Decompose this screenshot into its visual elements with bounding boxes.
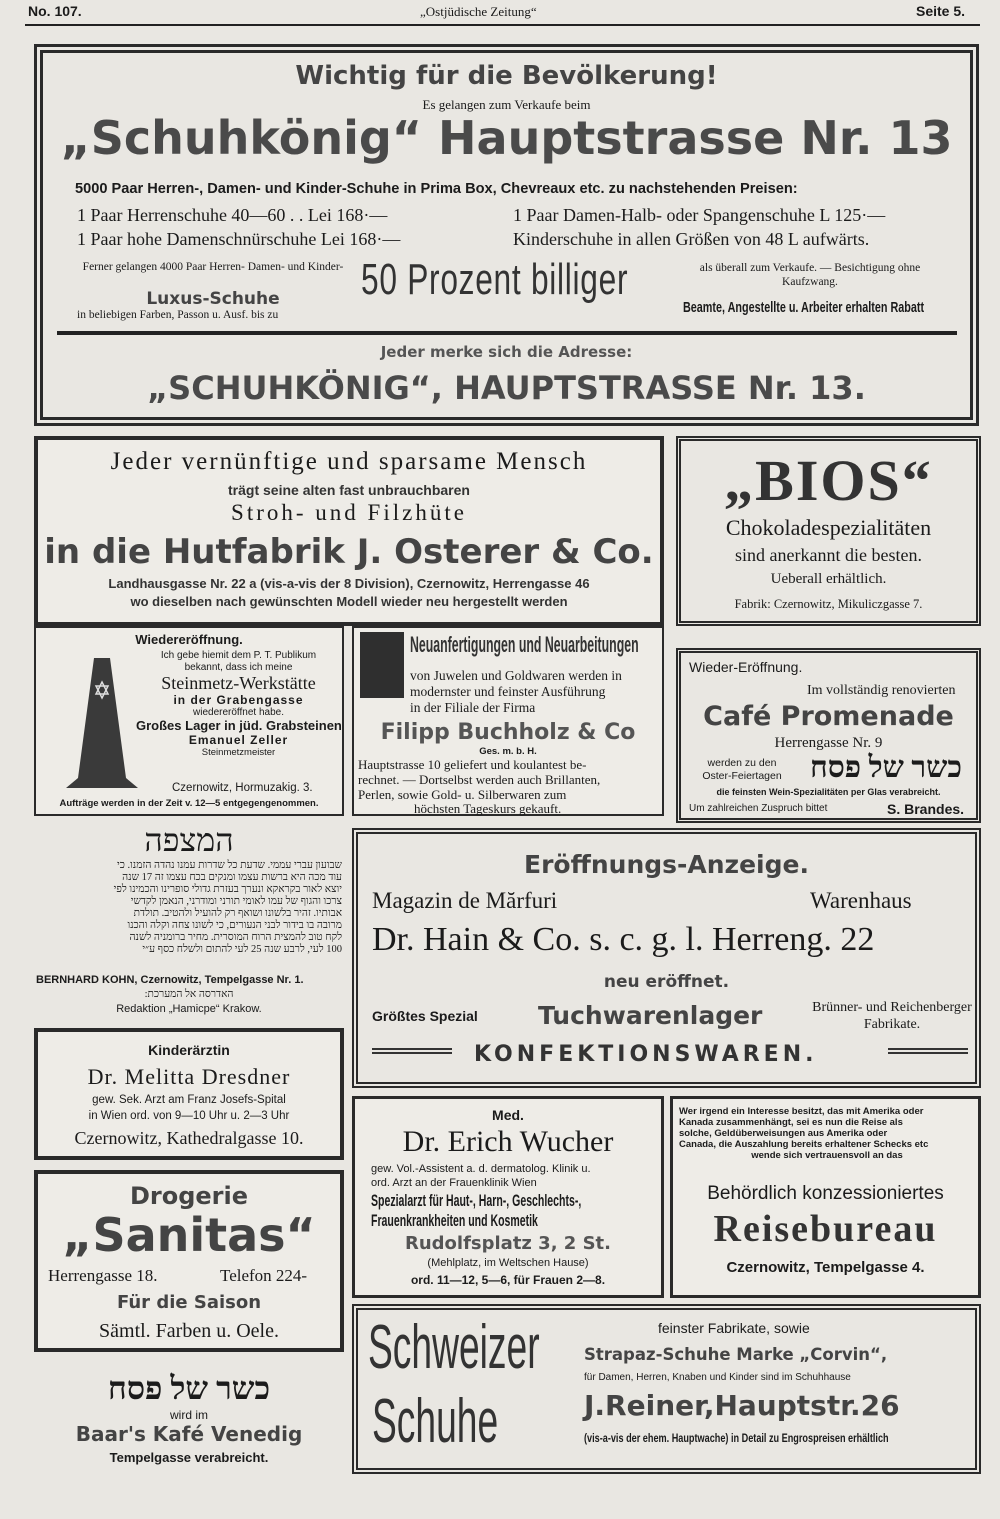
schuhkoenig-merke: Jeder merke sich die Adresse:: [380, 343, 633, 361]
hamizpe-line-3: יוצא לאור בקראקא ונערך בעזרת גדולי סופרינו והכמינו לפי: [113, 884, 342, 896]
buchholz-line-3: in der Filiale der Firma: [410, 700, 536, 715]
osterer-line-1: Jeder vernünftige und sparsame Mensch: [110, 448, 588, 475]
reiner-line-3: für Damen, Herren, Knaben und Kinder sind im Schuhhause: [584, 1372, 851, 1383]
bios-line-4: Fabrik: Czernowitz, Mikuliczgasse 7.: [734, 597, 923, 611]
wucher-line-5: Rudolfsplatz 3, 2 St.: [404, 1233, 611, 1254]
zeller-title: Wiedereröffnung.: [135, 632, 243, 647]
hain-name: Dr. Hain & Co. s. c. g. l. Herreng. 22: [372, 921, 875, 958]
zeller-line-8: Steinmetzmeister: [201, 746, 276, 758]
schuhkoenig-ueberall: als überall zum Verkaufe. — Besichtigung ohne Kaufzwang.: [699, 262, 921, 289]
hain-konf: KONFEKTIONSWAREN.: [474, 1042, 818, 1067]
hamizpe-line-11: Redaktion „Hamicpe“ Krakow.: [116, 1003, 262, 1015]
buchholz-initial: [360, 632, 404, 698]
schuhkoenig-colors: in beliebigen Farben, Passon u. Ausf. bis zu: [77, 309, 279, 321]
zeller-ad: [34, 626, 344, 816]
sanitas-saison: Für die Saison: [116, 1292, 262, 1313]
hain-title: Eröffnungs-Anzeige.: [524, 850, 809, 879]
buchholz-line-6: Perlen, sowie Gold- u. Silberwaren zum: [358, 787, 567, 802]
dresdner-ad: [34, 1028, 344, 1160]
schuhkoenig-divider: [57, 331, 957, 335]
hamizpe-line-7: לקח טוב להמצית הרוח המוסרית. מחיר ברומניה לשנה: [129, 932, 342, 944]
zeller-line-10: Aufträge werden in der Zeit v. 12—5 entgegengenommen.: [59, 798, 319, 809]
buchholz-line-2: modernster und feinster Ausführung: [410, 684, 606, 699]
promenade-line-4: die feinsten Wein-Spezialitäten per Glas verabreicht.: [716, 787, 941, 797]
promenade-line-1: Im vollständig renovierten: [807, 683, 956, 698]
osterer-line-2: trägt seine alten fast unbrauchbaren: [228, 482, 470, 498]
hamizpe-line-2: עוד מכה היא ברשות עצמו ומנקים בכח עצמו זה 17 שנה: [122, 872, 342, 884]
hain-line-left: Magazin de Mărfuri: [372, 888, 558, 913]
hamizpe-title: המצפה: [144, 822, 234, 858]
buchholz-name: Filipp Buchholz & Co: [380, 720, 636, 745]
hamizpe-line-4: צרכו והגוף של עמו לאומי תורני ומודרני, הנאמן לקדשי: [130, 896, 342, 908]
sanitas-title: Drogerie: [129, 1182, 249, 1210]
hamizpe-line-8: 100 לעי, לרבע שנה 25 לעי להתום ולשלח כסף ע״י: [142, 944, 342, 956]
zeller-line-2: bekannt, dass ich meine: [184, 661, 293, 673]
wucher-line-2: ord. Arzt an der Frauenklinik Wien: [371, 1177, 537, 1189]
reiner-name: J.Reiner,Hauptstr.26: [584, 1389, 900, 1422]
osterer-line-4: in die Hutfabrik J. Osterer & Co.: [44, 532, 654, 572]
buchholz-ad: [352, 626, 664, 816]
dresdner-line-2: in Wien ord. von 9—10 Uhr u. 2—3 Uhr: [88, 1110, 290, 1122]
schuhkoenig-intro: Es gelangen zum Verkaufe beim: [422, 97, 591, 112]
sanitas-name: „Sanitas“: [62, 1208, 316, 1262]
newspaper-title: „Ostjüdische Zeitung“: [420, 4, 537, 19]
schuhkoenig-name: „Schuhkönig“ Hauptstrasse Nr. 13: [60, 111, 953, 165]
sanitas-wird: wird im: [170, 1408, 208, 1422]
reiner-ad: [352, 1304, 981, 1474]
zeller-line-5: wiedereröffnet habe.: [193, 707, 284, 719]
reiner-line-4: (vis-a-vis der ehem. Hauptwache) in Detail zu Engrospreisen erhältlich: [584, 1431, 889, 1445]
sanitas-colors: Sämtl. Farben u. Oele.: [99, 1320, 279, 1342]
osterer-line-6: wo dieselben nach gewünschten Modell wieder neu hergestellt werden: [130, 594, 568, 609]
hain-opened: neu eröffnet.: [603, 972, 730, 992]
reisebureau-line-1: Wer irgend ein Interesse besitzt, das mit Amerika oder: [679, 1106, 924, 1117]
wucher-ad: [352, 1096, 664, 1298]
schuhkoenig-headline: Wichtig für die Bevölkerung!: [295, 61, 718, 91]
promenade-title: Wieder-Eröffnung.: [689, 659, 803, 675]
buchholz-line-7: höchsten Tageskurs gekauft.: [414, 801, 562, 816]
buchholz-line-5: rechnet. — Dortselbst werden auch Brillanten,: [358, 772, 601, 787]
reisebureau-line-6: Behördlich konzessioniertes: [707, 1183, 944, 1204]
reiner-big-2: Schuhe: [372, 1387, 499, 1456]
promenade-owner: S. Brandes.: [887, 801, 965, 817]
osterer-line-3: Stroh- und Filzhüte: [231, 500, 467, 525]
page-number: Seite 5.: [916, 3, 966, 19]
header-rule: [25, 24, 980, 26]
dresdner-line-1: gew. Sek. Arzt am Franz Josefs-Spital: [92, 1094, 286, 1106]
hamizpe-line-6: מרובה בו בידור לבני הנעורים, כי לשונו צחה וקלה והכנו: [127, 920, 342, 932]
zeller-line-1: Ich gebe hiemit dem P. T. Publikum: [160, 650, 317, 661]
buchholz-line-1: von Juwelen und Goldwaren werden in: [410, 668, 622, 683]
zeller-line-4: in der Grabengasse: [173, 692, 304, 707]
buchholz-title: Neuanfertigungen und Neuarbeitungen: [410, 632, 639, 657]
reiner-line-1: feinster Fabrikate, sowie: [658, 1320, 810, 1336]
hamizpe-line-5: אבותיו. זהיר בלשונו ושואף רק להועיל ולהטיב. תולדת: [133, 908, 342, 920]
wucher-name: Dr. Erich Wucher: [402, 1125, 614, 1158]
promenade-name: Café Promenade: [703, 701, 954, 732]
bios-line-2: sind anerkannt die besten.: [735, 545, 922, 565]
dresdner-title: Kinderärztin: [148, 1042, 230, 1058]
wucher-line-4: Frauenkrankheiten und Kosmetik: [371, 1211, 538, 1230]
hain-brunner: Brünner- und Reichenberger Fabrikate.: [812, 1000, 972, 1032]
hain-rule-left: [372, 1048, 452, 1054]
reiner-big-1: Schweizer: [368, 1313, 540, 1382]
reisebureau-line-2: Kanada zusammenhängt, sei es nun die Reise als: [679, 1116, 903, 1128]
promenade-line-2: Herrengasse Nr. 9: [774, 735, 883, 751]
wucher-line-3: Spezialarzt für Haut-, Harn-, Geschlechts-,: [371, 1191, 582, 1210]
reisebureau-line-5: wende sich vertrauensvoll an das: [751, 1149, 903, 1161]
zeller-line-3: Steinmetz-Werkstätte: [161, 673, 316, 693]
dresdner-line-3: Czernowitz, Kathedralgasse 10.: [74, 1128, 304, 1148]
promenade-line-3: werden zu den Oster-Feiertagen: [702, 757, 782, 782]
schuhkoenig-price-3: 1 Paar hohe Damenschnürschuhe Lei 168·—: [77, 229, 401, 249]
buchholz-line-4: Hauptstrasse 10 geliefert und koulantest be-: [358, 757, 587, 772]
hain-line-right: Warenhaus: [810, 888, 912, 913]
zeller-line-7: Emanuel Zeller: [188, 732, 289, 747]
schuhkoenig-ferner: Ferner gelangen 4000 Paar Herren- Damen- und Kinder-: [82, 261, 344, 273]
sanitas-street: Herrengasse 18.: [48, 1266, 158, 1285]
wucher-med: Med.: [492, 1107, 524, 1123]
schuhkoenig-price-2: 1 Paar Damen-Halb- oder Spangenschuhe L 125·—: [513, 205, 886, 225]
schuhkoenig-price-1: 1 Paar Herrenschuhe 40—60 . . Lei 168·—: [77, 205, 388, 225]
dresdner-name: Dr. Melitta Dresdner: [87, 1064, 291, 1089]
sanitas-street-2: Tempelgasse verabreicht.: [109, 1450, 269, 1465]
hain-rule-right: [888, 1048, 968, 1054]
hamizpe-ad: [34, 822, 344, 1018]
reisebureau-ad: [670, 1096, 981, 1298]
hain-lager: Tuchwarenlager: [538, 1001, 763, 1030]
schuhkoenig-billiger: 50 Prozent billiger: [361, 255, 629, 304]
promenade-ad: [676, 648, 981, 823]
issue-number: No. 107.: [28, 3, 82, 19]
bios-name: „BIOS“: [724, 448, 933, 513]
zeller-line-9: Czernowitz, Hormuzakig. 3.: [172, 782, 313, 794]
reisebureau-line-7: Czernowitz, Tempelgasse 4.: [726, 1259, 925, 1276]
schuhkoenig-ad: [34, 44, 979, 426]
sanitas-kosher: כשר של פסח: [107, 1370, 271, 1406]
wucher-line-7: ord. 11—12, 5—6, für Frauen 2—8.: [410, 1273, 606, 1287]
schuhkoenig-luxus: Luxus-Schuhe: [146, 289, 280, 309]
reisebureau-line-3: solche, Geldüberweisungen aus Amerika oder: [679, 1127, 888, 1139]
osterer-line-5: Landhausgasse Nr. 22 a (vis-a-vis der 8 Division), Czernowitz, Herrengasse 46: [108, 576, 590, 591]
reisebureau-name: Reisebureau: [713, 1208, 938, 1250]
buchholz-gmbh: Ges. m. b. H.: [479, 746, 537, 757]
promenade-kosher: כשר של פסח: [809, 751, 963, 784]
hain-ad: [352, 828, 981, 1088]
wucher-line-6: (Mehlplatz, im Weltschen Hause): [427, 1257, 589, 1269]
bios-ad: [676, 436, 981, 626]
schuhkoenig-address: „SCHUHKÖNIG“, HAUPTSTRASSE Nr. 13.: [147, 369, 866, 407]
schuhkoenig-price-4: Kinderschuhe in allen Größen von 48 L aufwärts.: [513, 229, 870, 249]
schuhkoenig-rabatt: Beamte, Angestellte u. Arbeiter erhalten Rabatt: [683, 299, 925, 316]
osterer-ad: [34, 436, 664, 626]
promenade-line-5: Um zahlreichen Zuspruch bittet: [689, 803, 828, 814]
bios-line-3: Ueberall erhältlich.: [770, 571, 887, 587]
bios-line-1: Chokoladespezialitäten: [725, 515, 932, 540]
reisebureau-line-4: Canada, die Auszahlung bereits erhaltener Schecks etc: [679, 1138, 929, 1150]
sanitas-cafe: Baar's Kafé Venedig: [75, 1422, 303, 1446]
schuhkoenig-pairs: 5000 Paar Herren-, Damen- und Kinder-Schuhe in Prima Box, Chevreaux etc. zu nachstehenden Preisen:: [75, 181, 798, 197]
hain-spezial: Größtes Spezial: [372, 1008, 478, 1024]
hamizpe-line-1: שבועון עברי עממי. שדעת כל שדרות עמנו נהדה הזמנו. כי: [116, 860, 342, 871]
hamizpe-line-9: BERNHARD KOHN, Czernowitz, Tempelgasse Nr. 1.: [36, 974, 304, 986]
wucher-line-1: gew. Vol.-Assistent a. d. dermatolog. Klinik u.: [371, 1163, 591, 1175]
sanitas-phone: Telefon 224-: [220, 1266, 308, 1285]
sanitas-ad: [34, 1170, 344, 1352]
reiner-line-2: Strapaz-Schuhe Marke „Corvin“,: [584, 1345, 888, 1364]
gravestone-icon: [66, 658, 138, 788]
hamizpe-line-10: האדרסה אל המערכת:: [144, 989, 234, 1000]
zeller-line-6: Großes Lager in jüd. Grabsteinen: [136, 717, 342, 733]
